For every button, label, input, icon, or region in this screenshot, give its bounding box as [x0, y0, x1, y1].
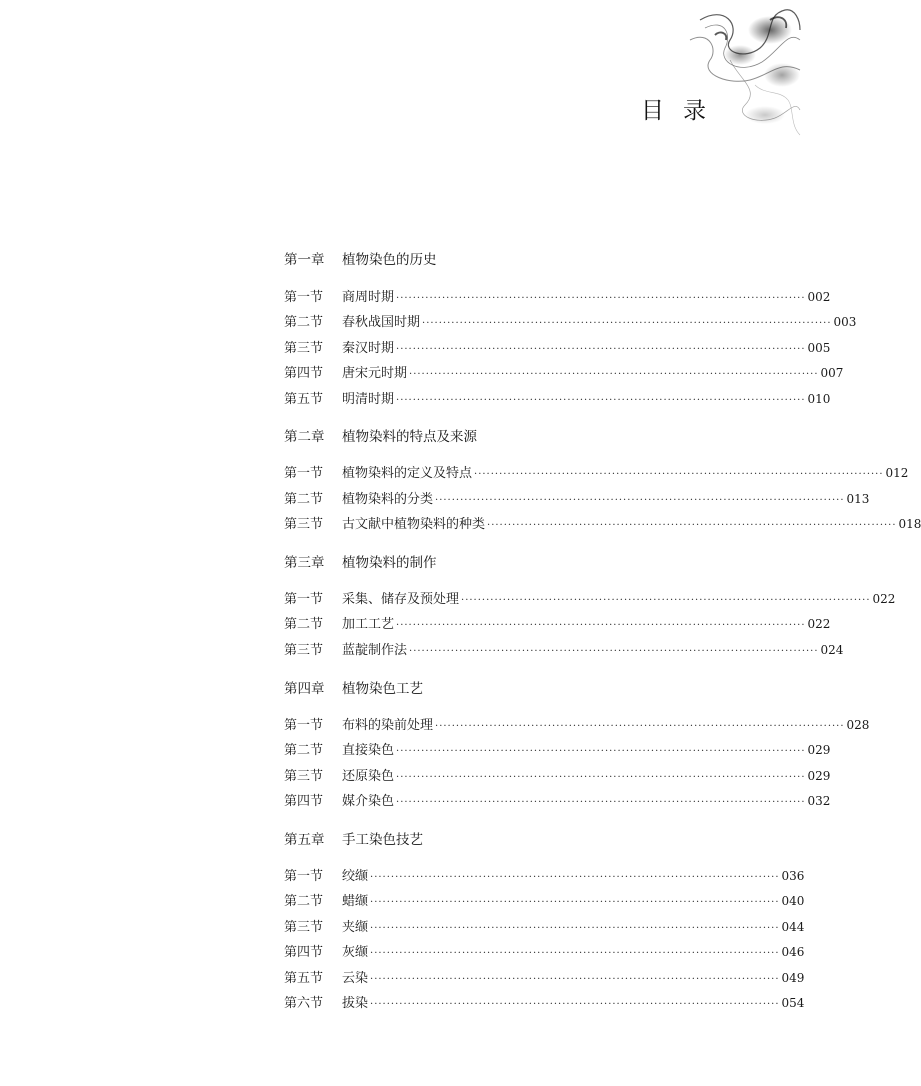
page-number: 013 — [846, 492, 870, 506]
section-title: 唐宋元时期 — [342, 366, 408, 381]
section-title: 直接染色 — [342, 743, 395, 758]
section-number: 第三节 — [284, 517, 324, 532]
section-number: 第三节 — [284, 769, 324, 784]
section-title: 加工工艺 — [342, 617, 395, 632]
section-number: 第二节 — [284, 492, 324, 507]
toc-entry[interactable] — [284, 588, 896, 608]
page-number: 022 — [872, 592, 896, 606]
section-title: 还原染色 — [342, 769, 395, 784]
toc-entry[interactable] — [284, 337, 831, 357]
chapter-heading[interactable] — [284, 677, 706, 697]
chapter-number: 第三章 — [284, 555, 325, 571]
chapter-heading[interactable] — [284, 828, 706, 848]
dot-leader: ·································································································· — [396, 746, 806, 757]
dot-leader: ·································································································· — [487, 520, 897, 531]
dot-leader: ·································································································· — [474, 469, 884, 480]
dot-leader: ·································································································· — [396, 395, 806, 406]
page-number: 044 — [781, 920, 805, 934]
toc-entry[interactable] — [284, 790, 831, 810]
section-title: 古文献中植物染料的种类 — [342, 517, 486, 532]
page-number: 054 — [781, 996, 805, 1010]
section-title: 明清时期 — [342, 392, 395, 407]
section-title: 拔染 — [342, 996, 369, 1011]
toc-entry[interactable] — [284, 462, 909, 482]
section-number: 第二节 — [284, 894, 324, 909]
section-number: 第六节 — [284, 996, 324, 1011]
chapter-number: 第五章 — [284, 832, 325, 848]
page-number: 029 — [807, 769, 831, 783]
section-title: 蜡缬 — [342, 894, 369, 909]
page-number: 003 — [833, 315, 857, 329]
toc-entry[interactable] — [284, 513, 921, 533]
toc-entry[interactable] — [284, 941, 805, 961]
page-number: 040 — [781, 894, 805, 908]
section-title: 蓝靛制作法 — [342, 643, 408, 658]
page-number: 007 — [820, 366, 844, 380]
section-number: 第二节 — [284, 617, 324, 632]
page-number: 005 — [807, 341, 831, 355]
toc-entry[interactable] — [284, 488, 870, 508]
section-number: 第四节 — [284, 945, 324, 960]
section-title: 夹缬 — [342, 920, 369, 935]
section-number: 第三节 — [284, 341, 324, 356]
section-title: 采集、储存及预处理 — [342, 592, 460, 607]
section-number: 第五节 — [284, 971, 324, 986]
section-number: 第三节 — [284, 643, 324, 658]
section-number: 第一节 — [284, 290, 324, 305]
page-title: 目录 — [641, 98, 725, 124]
dot-leader: ·································································································· — [370, 999, 780, 1010]
section-number: 第二节 — [284, 743, 324, 758]
chapter-title: 植物染色工艺 — [342, 681, 423, 697]
section-number: 第一节 — [284, 466, 324, 481]
dot-leader: ·································································································· — [396, 797, 806, 808]
dot-leader: ·································································································· — [370, 948, 780, 959]
section-title: 植物染料的分类 — [342, 492, 434, 507]
page-number: 029 — [807, 743, 831, 757]
page-number: 046 — [781, 945, 805, 959]
chapter-title: 植物染料的制作 — [342, 555, 437, 571]
section-number: 第二节 — [284, 315, 324, 330]
section-title: 灰缬 — [342, 945, 369, 960]
dot-leader: ·································································································· — [396, 620, 806, 631]
chapter-number: 第一章 — [284, 252, 325, 268]
section-title: 布料的染前处理 — [342, 718, 434, 733]
section-title: 植物染料的定义及特点 — [342, 466, 473, 481]
toc-entry[interactable] — [284, 967, 805, 987]
dot-leader: ·································································································· — [370, 974, 780, 985]
page-number: 012 — [885, 466, 909, 480]
toc-entry[interactable] — [284, 992, 805, 1012]
page-number: 018 — [898, 517, 921, 531]
page-number: 010 — [807, 392, 831, 406]
page-number: 002 — [807, 290, 831, 304]
section-title: 云染 — [342, 971, 369, 986]
section-title: 秦汉时期 — [342, 341, 395, 356]
toc-entry[interactable] — [284, 613, 831, 633]
toc-entry[interactable] — [284, 765, 831, 785]
section-number: 第一节 — [284, 718, 324, 733]
chapter-heading[interactable] — [284, 425, 706, 445]
section-number: 第一节 — [284, 869, 324, 884]
page-number: 024 — [820, 643, 844, 657]
toc-entry[interactable] — [284, 890, 805, 910]
toc-entry[interactable] — [284, 286, 831, 306]
dot-leader: ·································································································· — [435, 721, 845, 732]
section-number: 第一节 — [284, 592, 324, 607]
section-title: 媒介染色 — [342, 794, 395, 809]
chapter-number: 第二章 — [284, 429, 325, 445]
page-number: 028 — [846, 718, 870, 732]
section-number: 第四节 — [284, 794, 324, 809]
section-title: 商周时期 — [342, 290, 395, 305]
toc-entry[interactable] — [284, 362, 844, 382]
section-number: 第五节 — [284, 392, 324, 407]
dot-leader: ·································································································· — [396, 772, 806, 783]
chapter-title: 植物染色的历史 — [342, 252, 437, 268]
toc-entry[interactable] — [284, 311, 857, 331]
dot-leader: ·································································································· — [461, 595, 871, 606]
section-number: 第四节 — [284, 366, 324, 381]
page-number: 032 — [807, 794, 831, 808]
chapter-number: 第四章 — [284, 681, 325, 697]
section-title: 绞缬 — [342, 869, 369, 884]
dot-leader: ·································································································· — [409, 369, 819, 380]
chapter-title: 手工染色技艺 — [342, 832, 423, 848]
dot-leader: ·································································································· — [370, 923, 780, 934]
dot-leader: ·································································································· — [435, 495, 845, 506]
toc-entry[interactable] — [284, 916, 805, 936]
page-number: 036 — [781, 869, 805, 883]
page-number: 022 — [807, 617, 831, 631]
chapter-title: 植物染料的特点及来源 — [342, 429, 477, 445]
toc-entry[interactable] — [284, 714, 870, 734]
chapter-heading[interactable] — [284, 248, 706, 268]
dot-leader: ·································································································· — [370, 897, 780, 908]
dot-leader: ·································································································· — [409, 646, 819, 657]
toc-entry[interactable] — [284, 639, 844, 659]
toc-entry[interactable] — [284, 865, 805, 885]
toc-entry[interactable] — [284, 388, 831, 408]
dot-leader: ·································································································· — [396, 293, 806, 304]
page-number: 049 — [781, 971, 805, 985]
dot-leader: ·································································································· — [370, 872, 780, 883]
ink-smoke-icon — [670, 0, 800, 150]
section-title: 春秋战国时期 — [342, 315, 421, 330]
dot-leader: ·································································································· — [422, 318, 832, 329]
dot-leader: ·································································································· — [396, 344, 806, 355]
chapter-heading[interactable] — [284, 551, 706, 571]
toc-entry[interactable] — [284, 739, 831, 759]
section-number: 第三节 — [284, 920, 324, 935]
